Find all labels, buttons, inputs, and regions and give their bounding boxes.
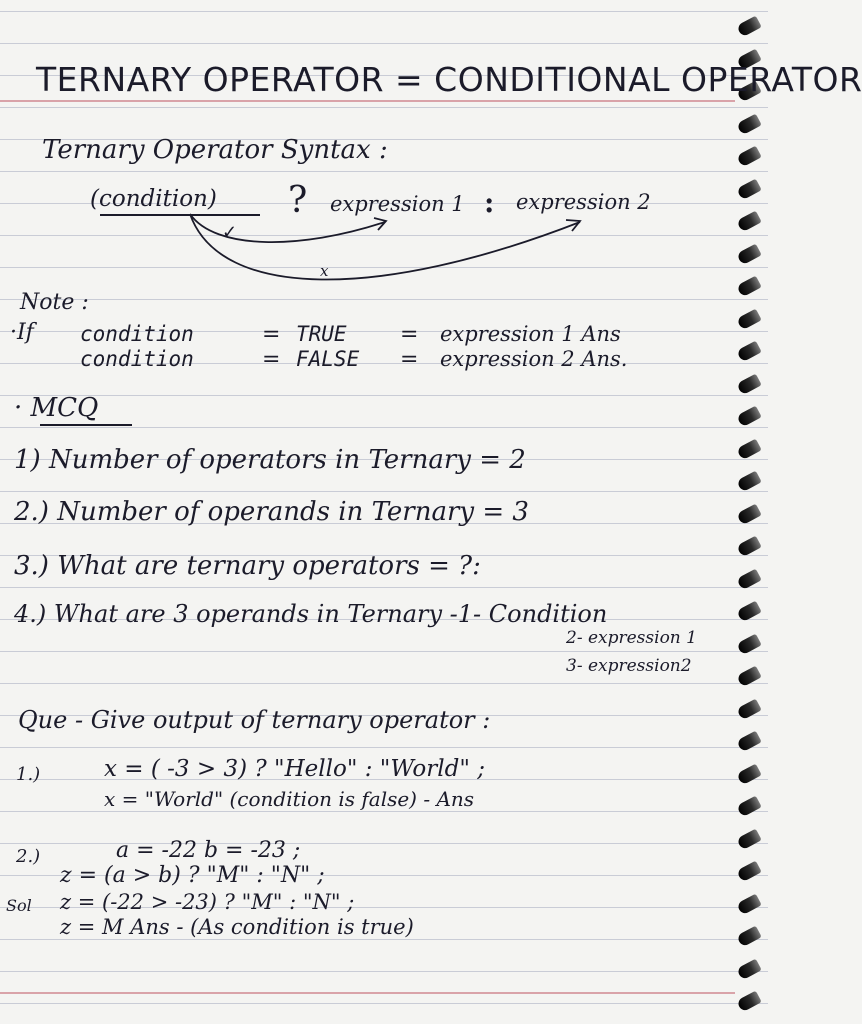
- q1-line-2: x = "World" (condition is false) - Ans: [104, 787, 475, 811]
- spiral-coil: [736, 893, 762, 915]
- note-row1-lead: ·If: [10, 320, 34, 345]
- mcq-item-2: 2.) Number of operands in Ternary = 3: [14, 497, 529, 527]
- spiral-coil: [736, 828, 762, 850]
- q2-line-1: a = -22 b = -23 ;: [116, 838, 301, 863]
- spiral-coil: [736, 406, 762, 428]
- q2-line-3: z = (-22 > -23) ? "M" : "N" ;: [60, 890, 355, 914]
- note-heading: Note :: [20, 290, 89, 315]
- note-row2-eq1: =: [262, 347, 281, 372]
- mcq-operand-3: 3- expression2: [566, 656, 692, 676]
- syntax-arrows: [0, 0, 768, 320]
- spiral-coil: [736, 926, 762, 948]
- note-row1-condition: condition: [80, 322, 194, 346]
- note-row2-condition: condition: [80, 347, 194, 371]
- false-cross: x: [320, 262, 329, 280]
- mcq-item-1: 1) Number of operators in Ternary = 2: [14, 445, 526, 475]
- spiral-coil: [736, 438, 762, 460]
- note-row2-result: expression 2 Ans.: [440, 347, 628, 371]
- spiral-coil: [736, 503, 762, 525]
- spiral-coil: [736, 666, 762, 688]
- mcq-item-3: 3.) What are ternary operators = ?:: [14, 551, 481, 581]
- spiral-coil: [736, 731, 762, 753]
- spiral-coil: [736, 958, 762, 980]
- note-row2-eq2: =: [400, 347, 419, 372]
- note-row1-result: expression 1 Ans: [440, 322, 621, 346]
- syntax-condition: (condition): [90, 186, 217, 212]
- spiral-coil: [736, 373, 762, 395]
- syntax-expression-2: expression 2: [516, 190, 651, 214]
- mcq-heading: · MCQ: [14, 393, 99, 423]
- spiral-coil: [736, 471, 762, 493]
- question-heading: Que - Give output of ternary operator :: [18, 706, 491, 734]
- spiral-coil: [736, 601, 762, 623]
- mcq-item-4: 4.) What are 3 operands in Ternary -1- Condition: [14, 600, 608, 628]
- syntax-heading: Ternary Operator Syntax :: [42, 135, 388, 165]
- q1-number: 1.): [16, 764, 41, 785]
- solution-label: Sol: [6, 896, 32, 915]
- note-row1-value: TRUE: [296, 322, 347, 346]
- note-row1-eq1: =: [262, 322, 281, 347]
- q1-line-1: x = ( -3 > 3) ? "Hello" : "World" ;: [104, 756, 485, 782]
- spiral-coil: [736, 633, 762, 655]
- q2-line-4: z = M Ans - (As condition is true): [60, 915, 414, 939]
- mcq-operand-2: 2- expression 1: [566, 628, 697, 648]
- true-tick: ✓: [222, 222, 238, 243]
- syntax-question-mark: ?: [288, 180, 308, 221]
- spiral-coil: [736, 861, 762, 883]
- spiral-coil: [736, 536, 762, 558]
- syntax-expression-1: expression 1: [330, 192, 465, 216]
- spiral-coil: [736, 763, 762, 785]
- q2-line-2: z = (a > b) ? "M" : "N" ;: [60, 863, 325, 888]
- spiral-coil: [736, 341, 762, 363]
- bottom-margin-line: [0, 992, 735, 994]
- note-row1-eq2: =: [400, 322, 419, 347]
- spiral-coil: [736, 568, 762, 590]
- mcq-underline: [40, 424, 132, 426]
- spiral-coil: [736, 796, 762, 818]
- syntax-colon: :: [484, 186, 495, 219]
- spiral-coil: [736, 991, 762, 1013]
- note-row2-value: FALSE: [296, 347, 360, 371]
- spiral-coil: [736, 698, 762, 720]
- page-title: TERNARY OPERATOR = CONDITIONAL OPERATOR: [36, 60, 862, 99]
- q2-number: 2.): [16, 846, 41, 867]
